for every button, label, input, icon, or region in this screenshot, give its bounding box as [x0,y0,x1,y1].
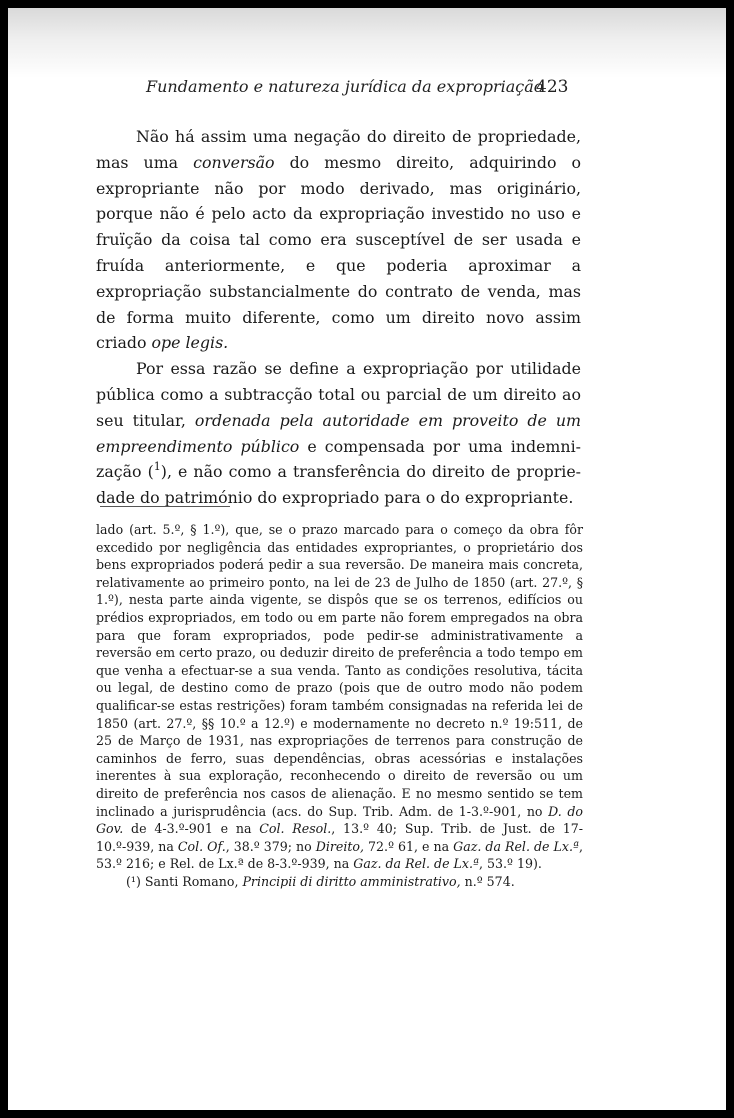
book-page [8,8,726,1110]
main-text [96,124,581,511]
footnotes [96,521,583,890]
running-header [8,77,726,101]
scan-shading [8,8,726,78]
footnote-reference: 1 [153,460,161,473]
paragraph-1: Não há assim uma negação do direito de propriedade, mas uma conversão do mesmo direito, adquirindo o expropriante não por modo derivado, mas originário, porque não é pelo acto da expropriação investido no uso e fruïção da coisa tal como era susceptível de ser usada e fruída anteriormente, e que poderia aproximar a expropriação substancialmente do contrato de venda, mas de forma muito diferente, como um direito novo assim criado ope legis. [96,127,581,353]
paragraph-2: Por essa razão se define a expropriação por utilidade pública como a subtracção total ou parcial de um direito ao seu titular, ordenada pela autoridade em proveito de um empreendimento público e compensada por uma indemnização ($^1$), e não como a transferência do direito de propriedade do património do expropriado para o do expropriante. [96,359,582,508]
running-title: Fundamento e natureza jurídica da expropriação [146,77,544,96]
footnote-1: (¹) Santi Romano, Principii di diritto amministrativo, n.º 574. [126,873,515,889]
page-number: 423 [536,77,569,97]
footnote-separator [100,506,230,507]
footnote-continuation: lado (art. 5.º, § 1.º), que, se o prazo marcado para o começo da obra fôr excedido por negligência das entidades expropriantes, o proprietário dos bens expropriados poderá pedir a sua reversão. De maneira mais concreta, relativamente ao primeiro ponto, na lei de 23 de Julho de 1850 (art. 27.º, § 1.º), nesta parte ainda vigente, se dispôs que se os terrenos, edifícios ou prédios expropriados, em todo ou em parte não forem empregados na obra para que foram expropriados, pode pedir-se administrativamente a reversão em certo prazo, ou deduzir direito de preferência a todo tempo em que venha a efectuar-se a sua venda. Tanto as condições resolutiva, tácita ou legal, de destino como de prazo (pois que de outro modo não podem qualificar-se estas restrições) foram também consignadas na referida lei de 1850 (art. 27.º, §§ 10.º a 12.º) e modernamente no decreto n.º 19:511, de 25 de Março de 1931, nas expropriações de terrenos para construção de caminhos de ferro, suas dependências, obras acessórias e instalações inerentes à sua exploração, reconhecendo o direito de reversão ou um direito de preferência nos casos de alienação. E no mesmo sentido se tem inclinado a jurisprudência (acs. do Sup. Trib. Adm. de 1-3.º-901, no D. do Gov. de 4-3.º-901 e na Col. Resol., 13.º 40; Sup. Trib. de Just. de 17-10.º-939, na Col. Of., 38.º 379; no Direito, 72.º 61, e na Gaz. da Rel. de Lx.ª, 53.º 216; e Rel. de Lx.ª de 8-3.º-939, na Gaz. da Rel. de Lx.ª, 53.º 19). [96,522,584,872]
footnote-marker: (¹) [126,873,141,889]
